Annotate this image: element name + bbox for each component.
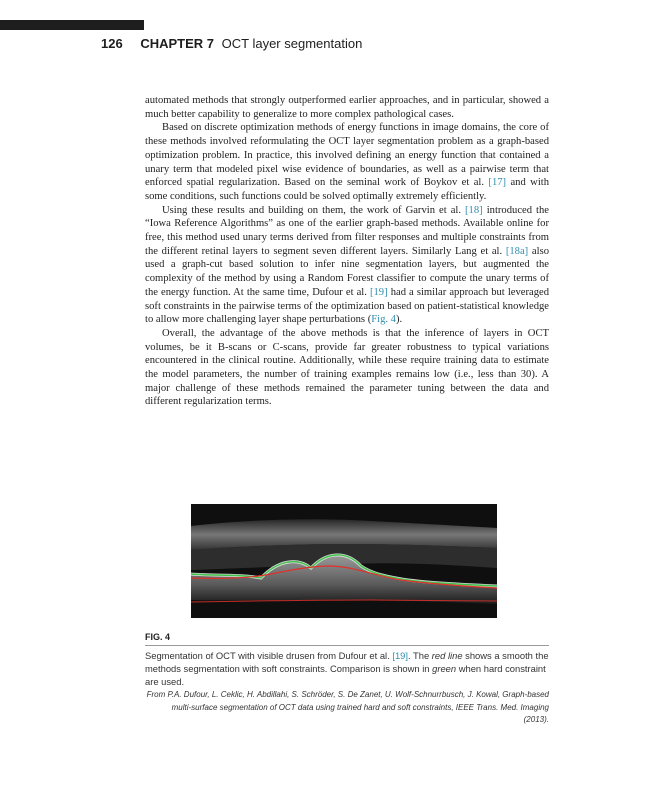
page-number: 126 (101, 36, 123, 51)
paragraph-3-text-e: ). (395, 314, 403, 326)
figure-caption (145, 649, 549, 689)
caption-text-d: when hard constraint are used. (145, 663, 546, 688)
caption-text-b: . The (407, 650, 432, 661)
caption-green: green (432, 663, 457, 675)
paragraph-1: automated methods that strongly outperformed earlier approaches, and in particular, showed a much better capability to generalize to more complex pathological cases. (145, 95, 549, 120)
caption-divider (145, 645, 549, 646)
citation-link-17[interactable]: [17] (488, 177, 507, 189)
body-text (145, 94, 549, 409)
paragraph-3-text-d: had a similar approach but leveraged soft constraints in the pairwise terms of the optimization based on patient-statistical knowledge to allow more challenging layer shape perturbations ( (145, 286, 549, 326)
figure-label: FIG. 4 (145, 632, 171, 642)
citation-link-18[interactable]: [18] (465, 204, 483, 216)
paragraph-2-text-a: Based on discrete optimization methods of energy functions in image domains, the core of these methods involved reformulating the OCT layer segmentation problem as a graph-based optimization problem. In practice, this involved defining an energy function that contained a unary term that modeled pixel wise evidence of boundaries, as well as a pairwise term that enforced spatial regularization. Based on the seminal work of Boykov et al. (145, 122, 549, 189)
caption-text-a: Segmentation of OCT with visible drusen from Dufour et al. (145, 650, 393, 661)
oct-figure-image (191, 504, 497, 618)
paragraph-4: Overall, the advantage of the above methods is that the inference of layers in OCT volumes, be it B-scans or C-scans, provide far greater robustness to typical variations encountered in the clinical routine. Additionally, while these require training data to estimate the model parameters, the number of training examples remains low (i.e., less than 30). A major challenge of these methods remained the parameter tuning between the data and different regularization terms. (145, 327, 549, 408)
paragraph-3-text-b: introduced the “Iowa Reference Algorithms” as one of the earlier graph-based methods. Available online for free, this method used unary terms derived from filter responses and multiple constraints from the different retinal layers to segment seven different layers. Similarly Lang et al. (145, 204, 549, 257)
caption-text-c: shows a smooth the methods segmentation with soft constraints. Comparison is shown in (145, 650, 549, 675)
oct-scan (191, 504, 497, 618)
figure-link-fig4[interactable]: Fig. 4 (371, 314, 396, 326)
paragraph-3 (145, 204, 549, 327)
paragraph-2 (145, 121, 549, 203)
citation-link-18a[interactable]: [18a] (505, 245, 529, 257)
paragraph-3-text-a: Using these results and building on them, the work of Garvin et al. (162, 204, 466, 216)
caption-citation-link-19[interactable]: [19] (392, 650, 408, 661)
chapter-title: OCT layer segmentation (221, 36, 363, 51)
paragraph-3-text-c: also used a graph-cut based solution to infer nine segmentation layers, but augmented the complexity of the method by using a Random Forest classifier to compute the unary terms of the energy function. At the same time, Dufour et al. (145, 245, 549, 298)
figure-credit: From P.A. Dufour, L. Ceklic, H. Abdillahi, S. Schröder, S. De Zanet, U. Wolf-Schnurrbusch, J. Kowal, Graph-based multi-surface segmentation of OCT data using trained hard and soft constraints, IEEE Trans. Med. Imaging (2013). (146, 690, 549, 725)
header-bar (0, 20, 144, 30)
paragraph-2-text-b: and with some conditions, such functions could be solved optimally extremely efficiently. (145, 177, 550, 202)
citation-link-19[interactable]: [19] (369, 286, 388, 298)
chapter-label: CHAPTER 7 (140, 36, 215, 51)
caption-red-line: red line (431, 650, 463, 661)
running-header (101, 36, 362, 51)
